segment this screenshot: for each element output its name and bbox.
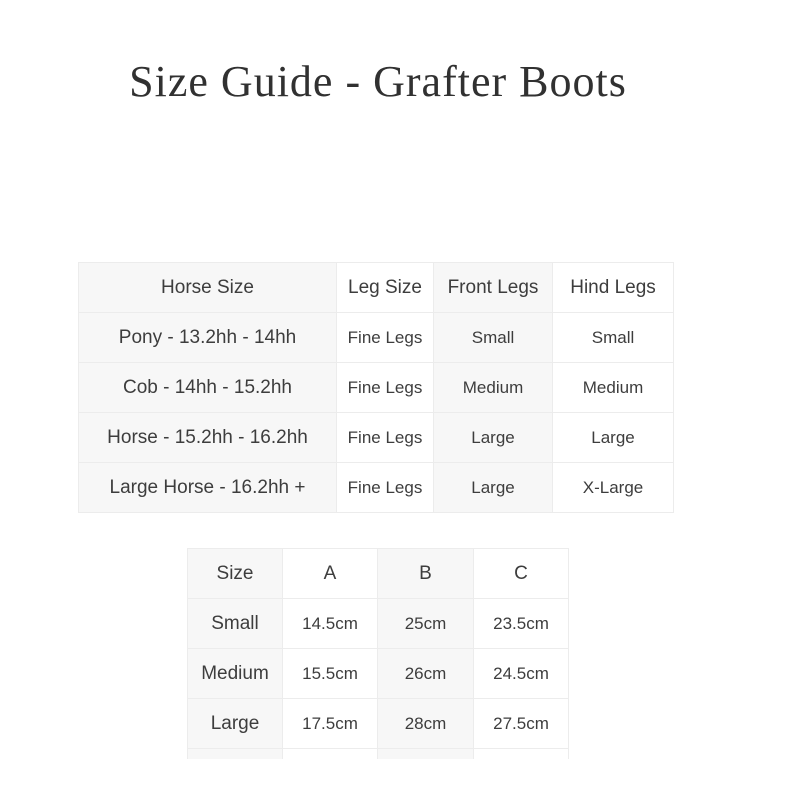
value-cell: Small: [434, 313, 553, 363]
row-header-cell: Medium: [188, 649, 283, 699]
value-cell: Fine Legs: [337, 363, 434, 413]
value-cell: Fine Legs: [337, 313, 434, 363]
header-row: [188, 549, 569, 599]
value-cell: Fine Legs: [337, 463, 434, 513]
row-header-cell: Pony - 13.2hh - 14hh: [79, 313, 337, 363]
table-row: [79, 413, 674, 463]
value-cell: 27.5cm: [474, 699, 569, 749]
value-cell: Medium: [553, 363, 674, 413]
table-row: [79, 363, 674, 413]
value-cell: Fine Legs: [337, 413, 434, 463]
column-header-cell: Front Legs: [434, 263, 553, 313]
empty-cell: [378, 749, 474, 760]
value-cell: 23.5cm: [474, 599, 569, 649]
page-title: Size Guide - Grafter Boots: [129, 57, 627, 106]
table-row: [188, 699, 569, 749]
table-row: [188, 599, 569, 649]
table-row: [79, 313, 674, 363]
value-cell: Large: [553, 413, 674, 463]
column-header-cell: C: [474, 549, 569, 599]
column-header-cell: B: [378, 549, 474, 599]
empty-cell: [283, 749, 378, 760]
row-header-cell: Horse - 15.2hh - 16.2hh: [79, 413, 337, 463]
horse-size-guide-table: [78, 262, 674, 513]
column-header-cell: Size: [188, 549, 283, 599]
value-cell: Small: [553, 313, 674, 363]
column-header-cell: Hind Legs: [553, 263, 674, 313]
boot-measurement-table: [187, 548, 569, 759]
value-cell: 24.5cm: [474, 649, 569, 699]
empty-cell: [474, 749, 569, 760]
column-header-cell: Horse Size: [79, 263, 337, 313]
empty-cell: [188, 749, 283, 760]
row-header-cell: Large Horse - 16.2hh +: [79, 463, 337, 513]
value-cell: 28cm: [378, 699, 474, 749]
table-row-clipped: [188, 749, 569, 760]
table-row: [188, 649, 569, 699]
horse-size-guide-section: [78, 262, 674, 513]
table-row: [79, 463, 674, 513]
value-cell: Large: [434, 413, 553, 463]
value-cell: 15.5cm: [283, 649, 378, 699]
row-header-cell: Small: [188, 599, 283, 649]
value-cell: Medium: [434, 363, 553, 413]
value-cell: 14.5cm: [283, 599, 378, 649]
value-cell: 25cm: [378, 599, 474, 649]
column-header-cell: A: [283, 549, 378, 599]
value-cell: Large: [434, 463, 553, 513]
value-cell: 17.5cm: [283, 699, 378, 749]
header-row: [79, 263, 674, 313]
boot-measurement-section: [187, 548, 569, 759]
value-cell: 26cm: [378, 649, 474, 699]
column-header-cell: Leg Size: [337, 263, 434, 313]
row-header-cell: Large: [188, 699, 283, 749]
row-header-cell: Cob - 14hh - 15.2hh: [79, 363, 337, 413]
value-cell: X-Large: [553, 463, 674, 513]
